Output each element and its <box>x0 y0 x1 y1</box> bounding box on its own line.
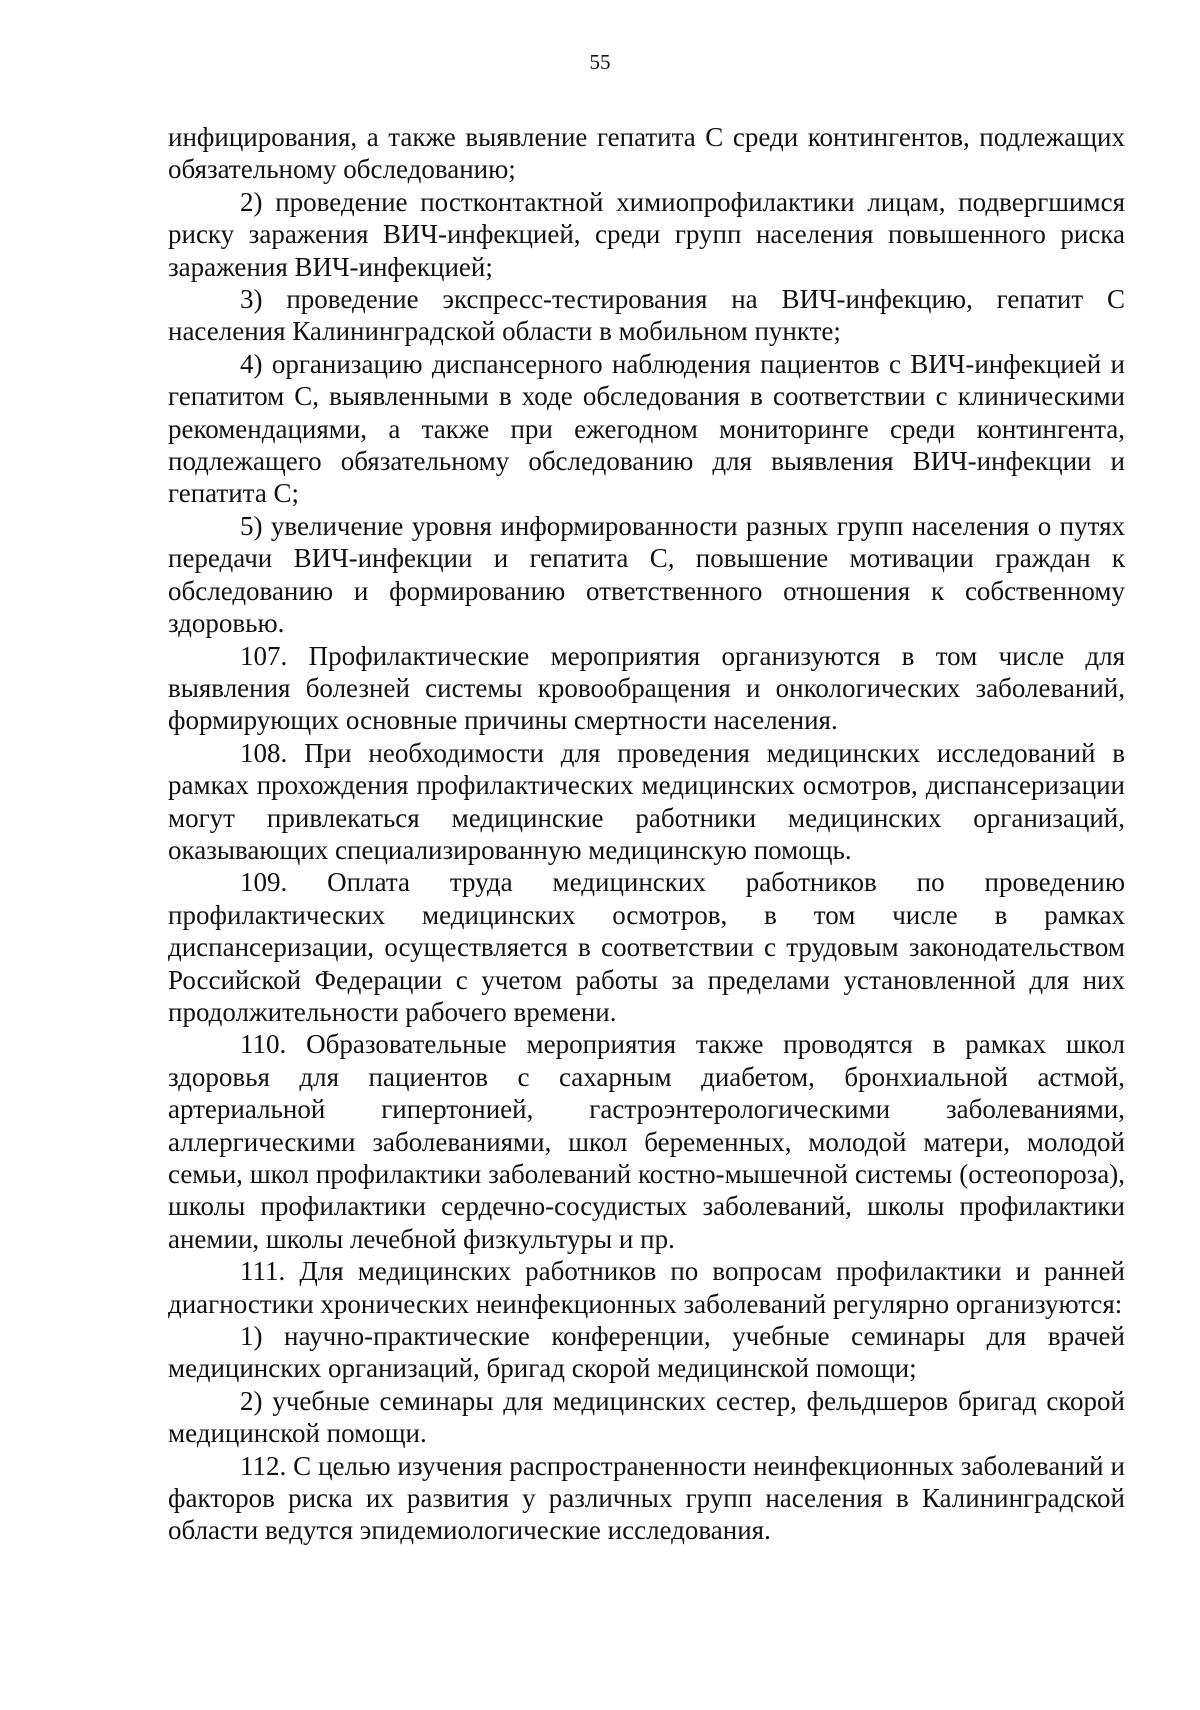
body-text <box>168 121 1125 1547</box>
paragraph-110: 110. Образовательные мероприятия также проводятся в рамках школ здоровья для пациентов с сахарным диабетом, бронхиальной астмой, артериальной гипертонией, гастроэнтерологическими заболеваниями, аллергическими заболеваниями, школ беременных, молодой матери, молодой семьи, школ профилактики заболеваний костно-мышечной системы (остеопороза), школы профилактики сердечно-сосудистых заболеваний, школы профилактики анемии, школы лечебной физкультуры и пр. <box>168 1029 1125 1254</box>
paragraph-item-3: 3) проведение экспресс-тестирования на ВИЧ-инфекцию, гепатит С населения Калининградской области в мобильном пункте; <box>168 284 1125 347</box>
paragraph-112: 112. С целью изучения распространенности неинфекционных заболеваний и факторов риска их развития у различных групп населения в Калининградской области ведутся эпидемиологические исследования. <box>168 1450 1125 1546</box>
paragraph-item-4: 4) организацию диспансерного наблюдения пациентов с ВИЧ-инфекцией и гепатитом С, выявленными в ходе обследования в соответствии с клиническими рекомендациями, а также при ежегодном мониторинге среди контингента, подлежащего обязательному обследованию для выявления ВИЧ-инфекции и гепатита С; <box>168 348 1125 509</box>
paragraph-item-2: 2) проведение постконтактной химиопрофилактики лицам, подвергшимся риску заражения ВИЧ-инфекцией, среди групп населения повышенного риска заражения ВИЧ-инфекцией; <box>168 186 1125 282</box>
paragraph-111-item-1: 1) научно-практические конференции, учебные семинары для врачей медицинских организаций, бригад скорой медицинской помощи; <box>168 1321 1125 1384</box>
page-number: 55 <box>589 50 611 74</box>
paragraph-continuation: инфицирования, а также выявление гепатита С среди контингентов, подлежащих обязательному обследованию; <box>168 122 1125 185</box>
paragraph-108: 108. При необходимости для проведения медицинских исследований в рамках прохождения профилактических медицинских осмотров, диспансеризации могут привлекаться медицинские работники медицинских организаций, оказывающих специализированную медицинскую помощь. <box>168 737 1125 865</box>
paragraph-item-5: 5) увеличение уровня информированности разных групп населения о путях передачи ВИЧ-инфекции и гепатита С, повышение мотивации граждан к обследованию и формированию ответственного отношения к собственному здоровью. <box>168 510 1125 639</box>
paragraph-107: 107. Профилактические мероприятия организуются в том числе для выявления болезней системы кровообращения и онкологических заболеваний, формирующих основные причины смертности населения. <box>168 640 1125 736</box>
paragraph-111: 111. Для медицинских работников по вопросам профилактики и ранней диагностики хронических неинфекционных заболеваний регулярно организуются: <box>168 1256 1125 1319</box>
paragraph-111-item-2: 2) учебные семинары для медицинских сестер, фельдшеров бригад скорой медицинской помощи. <box>168 1385 1125 1449</box>
paragraph-109: 109. Оплата труда медицинских работников по проведению профилактических медицинских осмотров, в том числе в рамках диспансеризации, осуществляется в соответствии с трудовым законодательством Российской Федерации с учетом работы за пределами установленной для них продолжительности рабочего времени. <box>168 867 1125 1027</box>
